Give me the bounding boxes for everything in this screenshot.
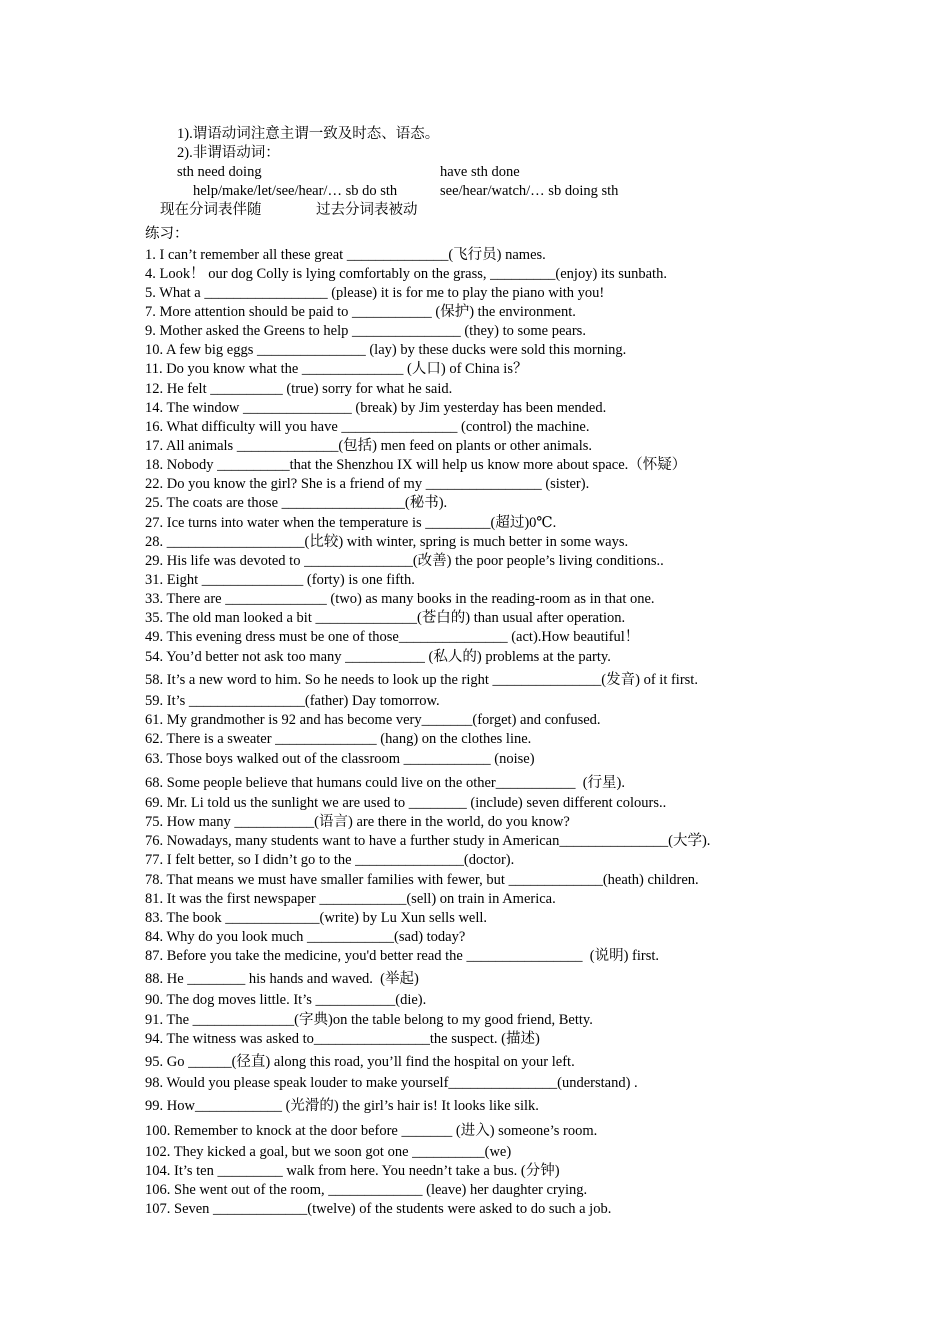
exercise-item: 29. His life was devoted to _______________(改善) the poor people’s living conditions.. [145, 553, 664, 569]
exercise-item: 88. He ________ his hands and waved. (举起) [145, 971, 419, 987]
exercise-item: 1. I can’t remember all these great ______________(飞行员) names. [145, 247, 546, 263]
exercise-item: 59. It’s ________________(father) Day tomorrow. [145, 693, 440, 709]
exercise-item: 7. More attention should be paid to ___________ (保护) the environment. [145, 304, 576, 320]
exercise-item: 75. How many ___________(语言) are there in the world, do you know? [145, 814, 570, 830]
exercise-item: 31. Eight ______________ (forty) is one fifth. [145, 572, 415, 588]
exercise-item: 12. He felt __________ (true) sorry for what he said. [145, 381, 453, 397]
exercise-item: 22. Do you know the girl? She is a friend of my ________________ (sister). [145, 476, 590, 492]
exercise-item: 95. Go ______(径直) along this road, you’ll find the hospital on your left. [145, 1054, 575, 1070]
exercise-item: 94. The witness was asked to________________the suspect. (描述) [145, 1031, 540, 1047]
exercise-item: 91. The ______________(字典)on the table belong to my good friend, Betty. [145, 1012, 593, 1028]
exercise-item: 61. My grandmother is 92 and has become very_______(forget) and confused. [145, 712, 601, 728]
exercise-item: 99. How____________ (光滑的) the girl’s hair is! It looks like silk. [145, 1098, 539, 1114]
exercise-item: 106. She went out of the room, _____________ (leave) her daughter crying. [145, 1182, 588, 1198]
exercise-item: 90. The dog moves little. It’s ___________(die). [145, 992, 427, 1008]
exercise-item: 54. You’d better not ask too many ___________ (私人的) problems at the party. [145, 649, 611, 665]
exercise-item: 102. They kicked a goal, but we soon got one __________(we) [145, 1144, 512, 1160]
note-subject-verb: 1).谓语动词注意主谓一致及时态、语态。 [177, 126, 440, 142]
exercise-item: 5. What a _________________ (please) it is for me to play the piano with you! [145, 285, 605, 301]
exercise-item: 28. ___________________(比较) with winter, spring is much better in some ways. [145, 534, 629, 550]
exercise-item: 77. I felt better, so I didn’t go to the _______________(doctor). [145, 852, 515, 868]
exercise-item: 18. Nobody __________that the Shenzhou IX will help us know more about space.（怀疑） [145, 457, 687, 473]
exercise-item: 76. Nowadays, many students want to have a further study in American_______________(大学). [145, 833, 711, 849]
exercise-item: 107. Seven _____________(twelve) of the students were asked to do such a job. [145, 1201, 612, 1217]
exercise-item: 17. All animals ______________(包括) men feed on plants or other animals. [145, 438, 593, 454]
exercise-item: 63. Those boys walked out of the classroom ____________ (noise) [145, 751, 535, 767]
exercise-item: 68. Some people believe that humans could live on the other___________ (行星). [145, 775, 626, 791]
exercise-item: 10. A few big eggs _______________ (lay) by these ducks were sold this morning. [145, 342, 627, 358]
exercise-item: 104. It’s ten _________ walk from here. You needn’t take a bus. (分钟) [145, 1163, 560, 1179]
exercise-heading: 练习： [145, 226, 189, 242]
exercise-item: 100. Remember to knock at the door before _______ (进入) someone’s room. [145, 1123, 598, 1139]
exercise-item: 33. There are ______________ (two) as many books in the reading-room as in that one. [145, 591, 655, 607]
exercise-item: 11. Do you know what the ______________ (人口) of China is？ [145, 361, 528, 377]
note-pattern: help/make/let/see/hear/… sb do sth [193, 183, 398, 199]
exercise-item: 62. There is a sweater ______________ (hang) on the clothes line. [145, 731, 532, 747]
note-pattern: 现在分词表伴随 [160, 202, 262, 218]
exercise-item: 87. Before you take the medicine, you'd better read the ________________ (说明) first. [145, 948, 660, 964]
exercise-item: 27. Ice turns into water when the temperature is _________(超过)0℃. [145, 515, 557, 531]
note-pattern: 过去分词表被动 [316, 202, 418, 218]
exercise-item: 14. The window _______________ (break) by Jim yesterday has been mended. [145, 400, 607, 416]
exercise-item: 69. Mr. Li told us the sunlight we are used to ________ (include) seven different colours.. [145, 795, 667, 811]
exercise-item: 58. It’s a new word to him. So he needs to look up the right _______________(发音) of it first. [145, 672, 698, 688]
exercise-item: 4. Look！ our dog Colly is lying comfortably on the grass, _________(enjoy) its sunbath. [145, 266, 667, 282]
exercise-item: 25. The coats are those _________________(秘书). [145, 495, 448, 511]
note-nonfinite: 2).非谓语动词： [177, 145, 280, 161]
exercise-item: 9. Mother asked the Greens to help _______________ (they) to some pears. [145, 323, 586, 339]
exercise-item: 49. This evening dress must be one of those_______________ (act).How beautiful！ [145, 629, 640, 645]
note-pattern: sth need doing [177, 164, 262, 180]
note-pattern: have sth done [440, 164, 520, 180]
note-pattern: see/hear/watch/… sb doing sth [440, 183, 619, 199]
exercise-item: 81. It was the first newspaper ____________(sell) on train in America. [145, 891, 556, 907]
exercise-item: 16. What difficulty will you have ________________ (control) the machine. [145, 419, 590, 435]
exercise-item: 78. That means we must have smaller families with fewer, but _____________(heath) children. [145, 872, 699, 888]
exercise-item: 83. The book _____________(write) by Lu Xun sells well. [145, 910, 488, 926]
exercise-item: 98. Would you please speak louder to make yourself_______________(understand) . [145, 1075, 638, 1091]
exercise-item: 35. The old man looked a bit ______________(苍白的) than usual after operation. [145, 610, 626, 626]
exercise-item: 84. Why do you look much ____________(sad) today? [145, 929, 466, 945]
